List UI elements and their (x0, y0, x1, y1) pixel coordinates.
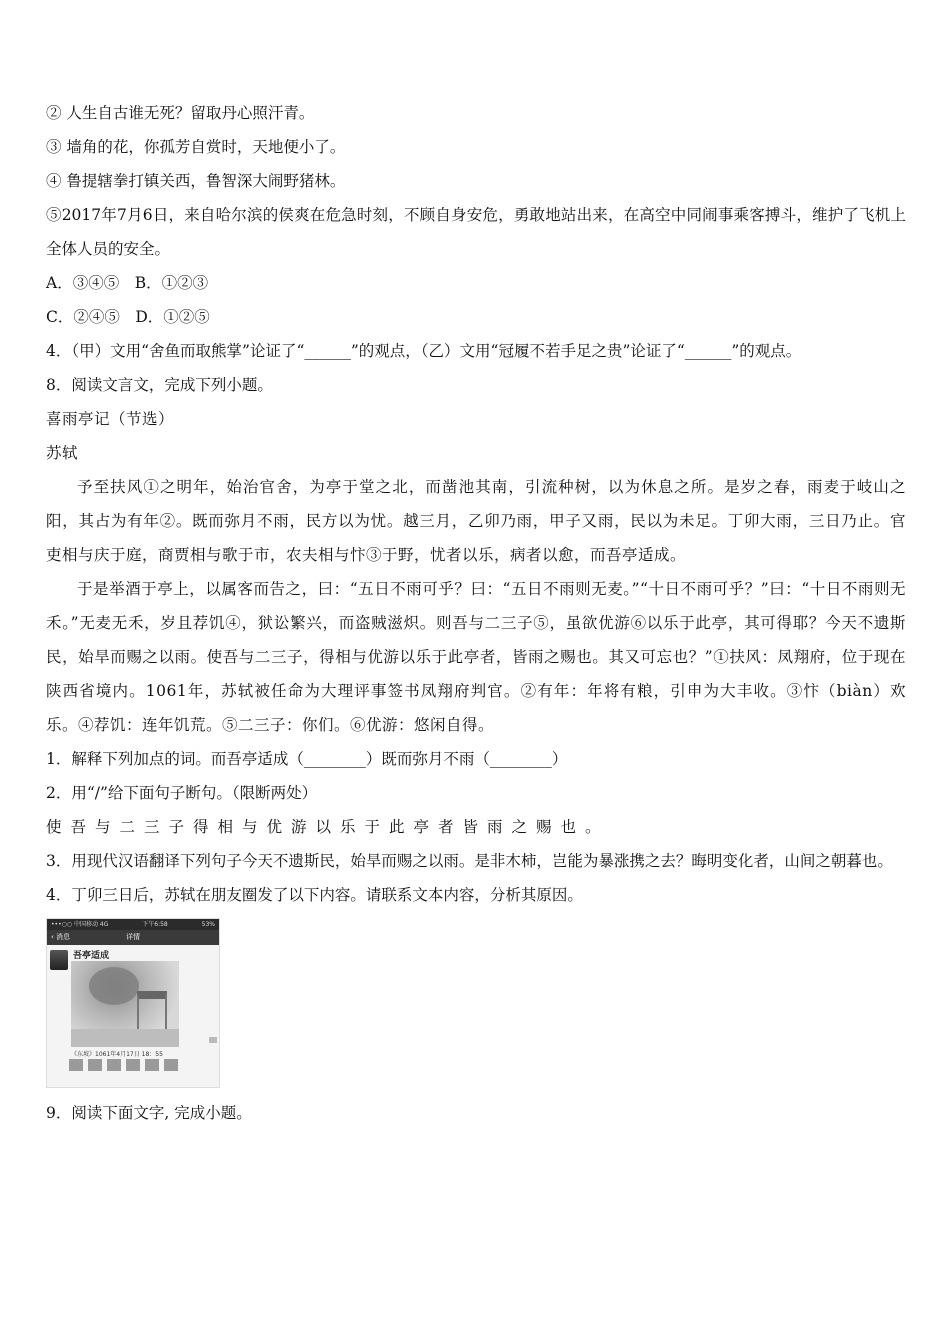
question-8-heading: 8．阅读文言文，完成下列小题。 (46, 376, 273, 394)
ground-shape (71, 1029, 179, 1047)
subquestion-1: 1．解释下列加点的词。而吾亭适成（________）既而弥月不雨（________） (46, 750, 568, 768)
question-4-argument: 4．（甲）文用“舍鱼而取熊掌”论证了“______”的观点，（乙）文用“冠履不若手足之贵”论证了“______”的观点。 (46, 342, 802, 360)
post-title: 吾亭适成 (73, 951, 110, 961)
liker-avatar (88, 1059, 102, 1071)
answer-options-ab: A．③④⑤ B．①②③ (46, 274, 209, 292)
subquestion-4: 4．丁卯三日后，苏轼在朋友圈发了以下内容。请联系文本内容，分析其原因。 (46, 886, 583, 904)
back-button[interactable]: ‹ 消息 (51, 933, 71, 941)
passage-author: 苏轼 (46, 444, 79, 462)
painting-image (71, 961, 179, 1047)
answer-options-cd: C．②④⑤ D．①②⑤ (46, 308, 210, 326)
battery-text: 53% (201, 921, 215, 928)
nav-title: 详情 (126, 933, 140, 941)
phone-nav-bar (47, 930, 219, 945)
liker-avatar (126, 1059, 140, 1071)
comment-icon[interactable] (209, 1037, 217, 1043)
subquestion-3: 3．用现代汉语翻译下列句子今天不遗斯民，始旱而赐之以雨。是非木柿，岂能为暴涨携之去？晦明变化者，山间之朝暮也。 (46, 852, 893, 870)
avatar (50, 950, 68, 970)
option-line-2: ② 人生自古谁无死？留取丹心照汗青。 (46, 104, 315, 122)
subquestion-2: 2．用“/”给下面句子断句。（限断两处） (46, 784, 318, 802)
option-line-5: ⑤2017年7月6日，来自哈尔滨的侯爽在危急时刻，不顾自身安危，勇敢地站出来，在高空中同闹事乘客搏斗，维护了飞机上全体人员的安全。 (46, 206, 906, 258)
pavilion-shape (137, 991, 167, 1029)
liker-avatar (69, 1059, 83, 1071)
phone-status-bar (47, 919, 219, 930)
time-text: 下午6:58 (142, 921, 168, 928)
carrier-text: •••○○ 中国移动 4G (51, 921, 109, 928)
option-line-4: ④ 鲁提辖拳打镇关西，鲁智深大闹野猪林。 (46, 172, 346, 190)
option-line-3: ③ 墙角的花，你孤芳自赏时，天地便小了。 (46, 138, 346, 156)
moments-screenshot (46, 918, 220, 1088)
tree-shape (89, 967, 139, 1005)
passage-paragraph-2: 于是举酒于亭上，以属客而告之，曰：“五日不雨可乎？曰：“五日不雨则无麦。”“十日不雨可乎？”曰：“十日不雨则无禾。”无麦无禾，岁且荐饥④，狱讼繁兴，而盗贼滋炽。则吾与二三子⑤，虽欲优游⑥以乐于此亭，其可得耶？今天不遗斯民，始旱而赐之以雨。使吾与二三子，得相与优游以乐于此亭者，皆雨之赐也。其又可忘也？”①扶风：凤翔府，位于现在陕西省境内。1061年，苏轼被任命为大理评事签书凤翔府判官。②有年：年将有粮，引申为大丰收。③忭（biàn）欢乐。④荐饥：连年饥荒。⑤二三子：你们。⑥优游：悠闲自得。 (46, 580, 906, 734)
passage-paragraph-1: 予至扶风①之明年，始治官舍，为亭于堂之北，而凿池其南，引流种树，以为休息之所。是岁之春，雨麦于岐山之阳，其占为有年②。既而弥月不雨，民方以为忧。越三月，乙卯乃雨，甲子又雨，民以为未足。丁卯大雨，三日乃止。官吏相与庆于庭，商贾相与歌于市，农夫相与忭③于野，忧者以乐，病者以愈，而吾亭适成。 (46, 478, 906, 564)
subquestion-2-sentence: 使吾与二三子得相与优游以乐于此亭者皆雨之赐也。 (46, 818, 610, 836)
passage-title: 喜雨亭记（节选） (46, 410, 175, 428)
post-caption: 《东坡》1061年4月17日 18：55 (71, 1051, 163, 1058)
document-page (46, 96, 906, 1130)
like-avatars (69, 1059, 178, 1071)
liker-avatar (145, 1059, 159, 1071)
liker-avatar (107, 1059, 121, 1071)
liker-avatar (164, 1059, 178, 1071)
question-9-heading: 9．阅读下面文字, 完成小题。 (46, 1104, 252, 1122)
